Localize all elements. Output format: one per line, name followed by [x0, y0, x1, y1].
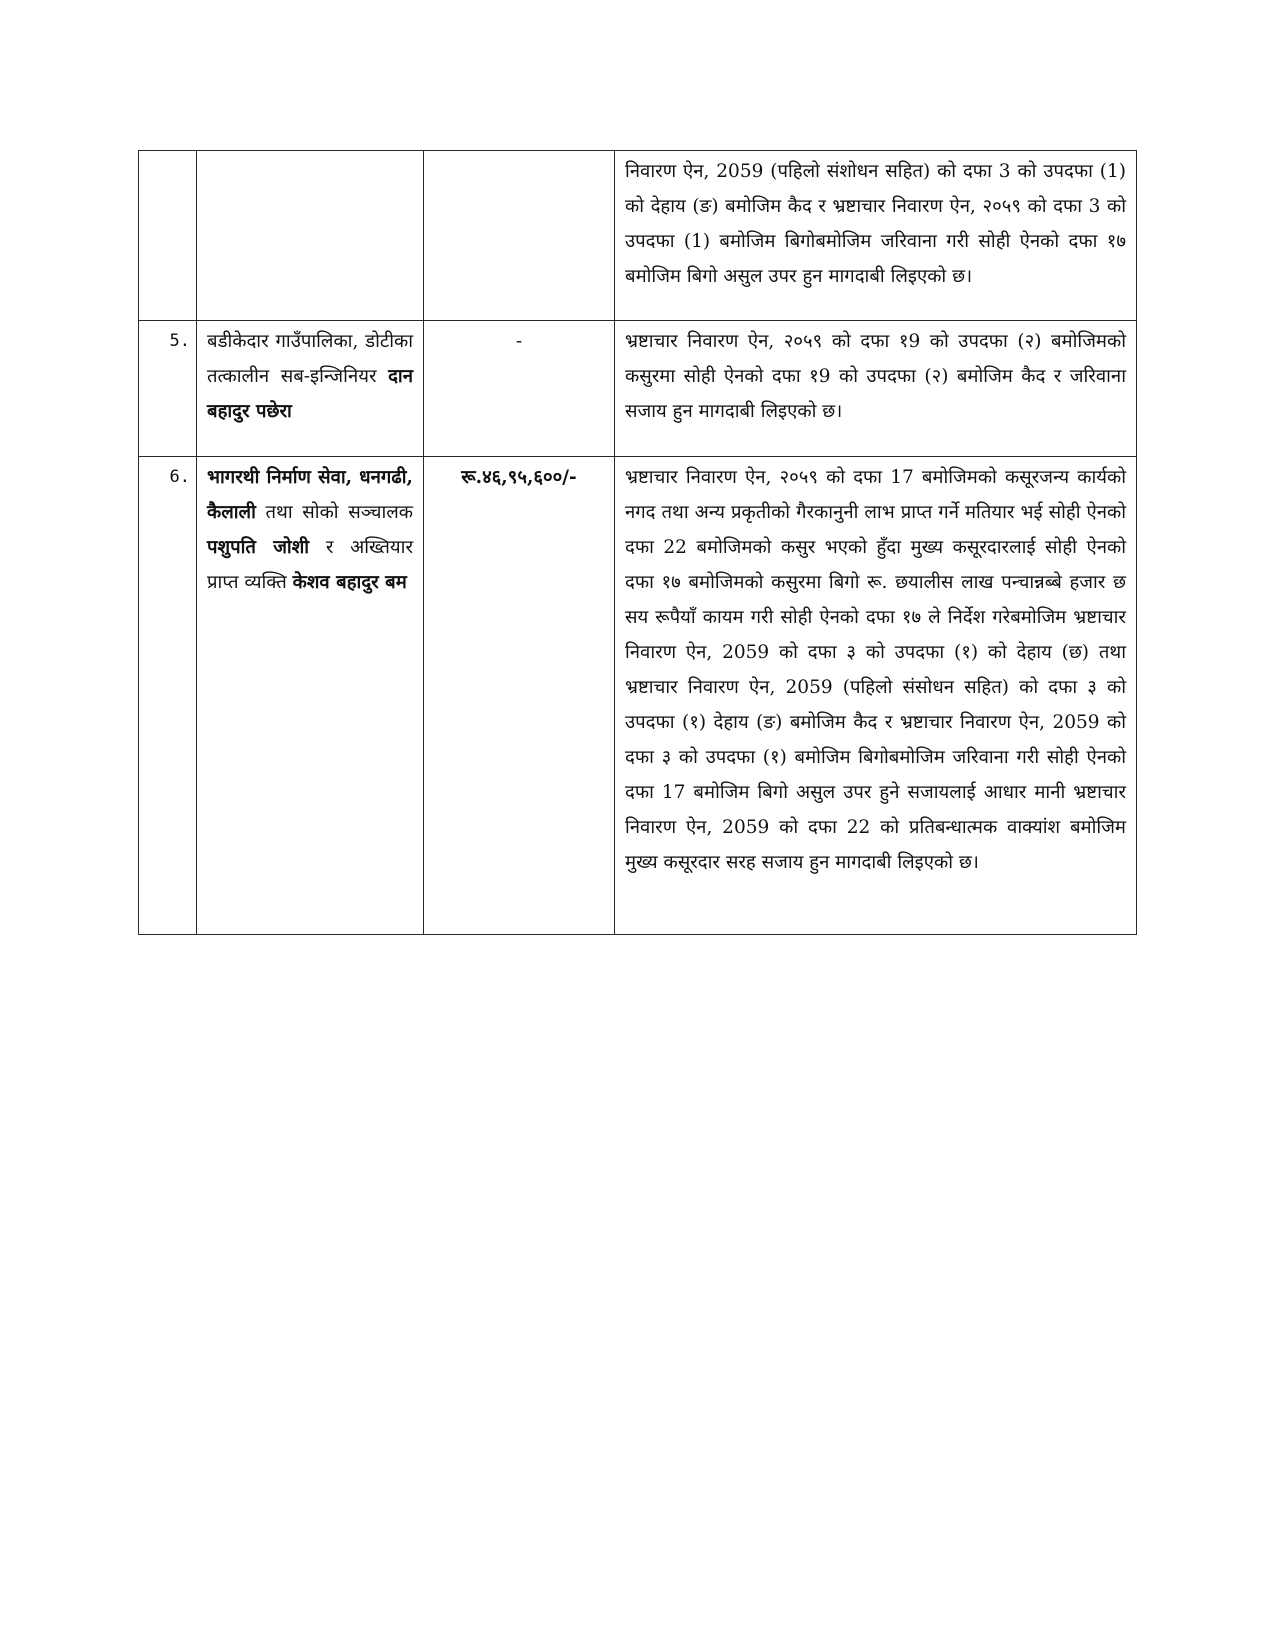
accused-name: केशव बहादुर बम: [292, 572, 407, 593]
accused-cell: [197, 151, 424, 321]
charge-details-cell: निवारण ऐन, 2059 (पहिलो संशोधन सहित) को दफा 3 को उपदफा (1) को देहाय (ङ) बमोजिम कैद र भ्रष्टाचार निवारण ऐन, २०५९ को दफा 3 को उपदफा (1) बमोजिम बिगोबमोजिम जरिवाना गरी सोही ऐनको दफा १७ बमोजिम बिगो असुल उपर हुन मागदाबी लिइएको छ।: [615, 151, 1137, 321]
accused-text: तथा सोको सञ्चालक: [255, 502, 413, 523]
accused-cell: [197, 321, 424, 457]
charge-details-cell: भ्रष्टाचार निवारण ऐन, २०५९ को दफा 17 बमोजिमको कसूरजन्य कार्यको नगद तथा अन्य प्रकृतीको गैरकानुनी लाभ प्राप्त गर्ने मतियार भई सोही ऐनको दफा 22 बमोजिमको कसुर भएको हुँदा मुख्य कसूरदारलाई सोही ऐनको दफा १७ बमोजिमको कसुरमा बिगो रू. छयालीस लाख पन्चान्नब्बे हजार छ सय रूपैयाँ कायम गरी सोही ऐनको दफा १७ ले निर्देश गरेबमोजिम भ्रष्टाचार निवारण ऐन, 2059 को दफा ३ को उपदफा (१) को देहाय (छ) तथा भ्रष्टाचार निवारण ऐन, 2059 (पहिलो संसोधन सहित) को दफा ३ को उपदफा (१) देहाय (ङ) बमोजिम कैद र भ्रष्टाचार निवारण ऐन, 2059 को दफा ३ को उपदफा (१) बमोजिम बिगोबमोजिम जरिवाना गरी सोही ऐनको दफा 17 बमोजिम बिगो असुल उपर हुने सजायलाई आधार मानी भ्रष्टाचार निवारण ऐन, 2059 को दफा 22 को प्रतिबन्धात्मक वाक्यांश बमोजिम मुख्य कसूरदार सरह सजाय हुन मागदाबी लिइएको छ।: [615, 457, 1137, 935]
accused-name: पशुपति जोशी: [207, 537, 310, 558]
accused-text: र अख्तियार प्राप्त व्यक्ति: [207, 537, 414, 593]
table-row: [139, 321, 1137, 457]
amount-cell: -: [424, 321, 615, 457]
accused-cell: [197, 457, 424, 935]
serial-number-cell: [139, 151, 197, 321]
table-row: [139, 151, 1137, 321]
amount-cell: [424, 151, 615, 321]
serial-number-cell: 6.: [139, 457, 197, 935]
case-table: [138, 150, 1137, 935]
table-row: [139, 457, 1137, 935]
accused-text: बडीकेदार गाउँपालिका, डोटीका तत्कालीन सब-इन्जिनियर: [207, 331, 413, 387]
charge-details-cell: भ्रष्टाचार निवारण ऐन, २०५९ को दफा १9 को उपदफा (२) बमोजिमको कसुरमा सोही ऐनको दफा १9 को उपदफा (२) बमोजिम कैद र जरिवाना सजाय हुन मागदाबी लिइएको छ।: [615, 321, 1137, 457]
accused-firm-name: भागरथी निर्माण सेवा, धनगढी, कैलाली: [207, 467, 413, 523]
serial-number-cell: 5.: [139, 321, 197, 457]
accused-name: दान बहादुर पछेरा: [207, 366, 413, 422]
amount-cell: रू.४६,९५,६००/-: [424, 457, 615, 935]
